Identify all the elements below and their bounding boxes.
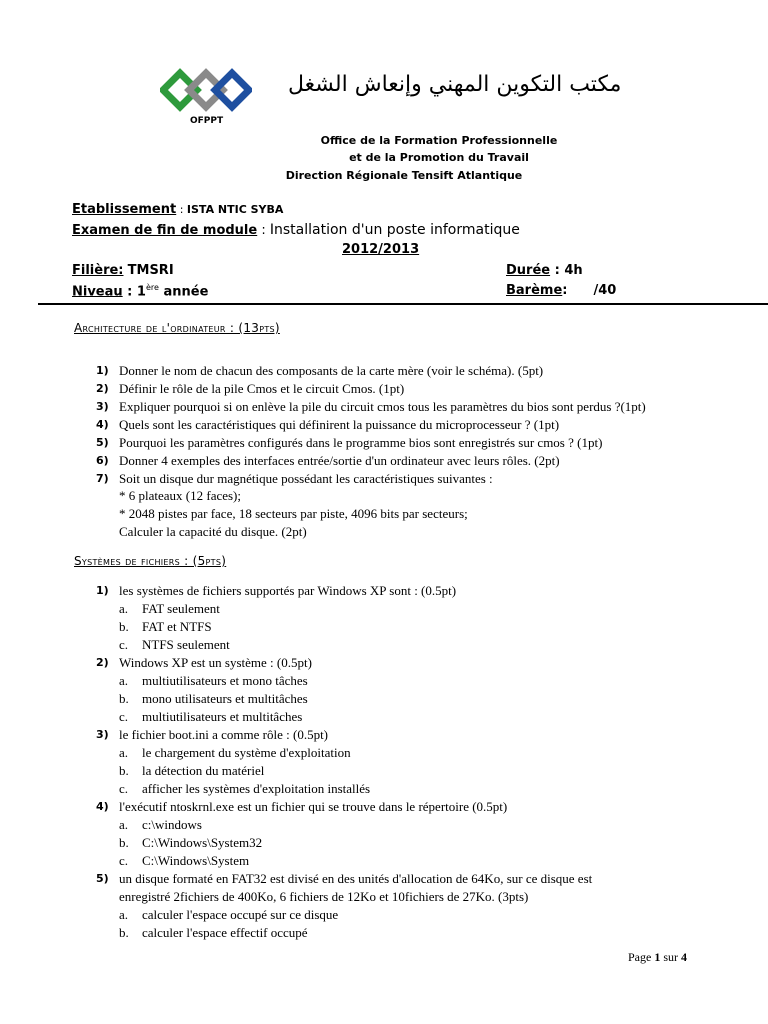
etablissement-row (72, 202, 283, 217)
arch-question-3-text: Expliquer pourquoi si on enlève la pile du circuit cmos tous les paramètres du bios sont perdus ?(1pt) (119, 399, 646, 414)
fs-question-1-text: les systèmes de fichiers supportés par Windows XP sont : (0.5pt) (119, 583, 457, 598)
arch-question-3-number: 3) (96, 400, 109, 413)
fs-question-1-number: 1) (96, 584, 109, 597)
fs-q3-option-text: la détection du matériel (142, 763, 265, 778)
fs-q5-option-letter: a. (119, 907, 129, 922)
module-sep: : (257, 223, 270, 238)
etablissement-label: Etablissement (72, 202, 177, 217)
duree-sep: : (550, 263, 565, 278)
fs-q4-option-letter: c. (119, 853, 129, 868)
niveau-rest: année (158, 284, 209, 300)
section-architecture-title: Architecture de l'ordinateur : (13pts) (74, 321, 280, 335)
org-line-3: Direction Régionale Tensift Atlantique (285, 169, 523, 182)
fs-q4-option-letter: a. (119, 817, 129, 832)
arch-question-7-text: Soit un disque dur magnétique possédant les caractéristiques suivantes : (119, 471, 493, 486)
filiere-label: Filière: (72, 263, 124, 278)
arch-question-5-text: Pourquoi les paramètres configurés dans le programme bios sont enregistrés sur cmos ? (1pt) (119, 435, 603, 450)
arch-question-6-number: 6) (96, 454, 109, 467)
duree-value: 4h (564, 263, 583, 278)
fs-q1-option-text: FAT et NTFS (142, 619, 212, 634)
org-line-2: et de la Promotion du Travail (349, 151, 529, 164)
page-number (628, 950, 687, 965)
fs-question-3-number: 3) (96, 728, 109, 741)
fs-q3-option-letter: b. (119, 763, 129, 778)
page-mid: sur (660, 950, 681, 964)
school-year: 2012/2013 (342, 242, 420, 257)
fs-q5-option-letter: b. (119, 925, 129, 940)
org-line-1: Office de la Formation Professionnelle (320, 134, 558, 147)
fs-q4-option-letter: b. (119, 835, 129, 850)
logo-caption: OFPPT (190, 116, 224, 126)
bareme-row (506, 283, 616, 298)
bareme-sep: : (562, 283, 568, 298)
niveau-sep: : (122, 284, 137, 300)
arch-question-1-text: Donner le nom de chacun des composants de la carte mère (voir le schéma). (5pt) (119, 363, 544, 378)
fs-q4-option-text: C:\Windows\System32 (142, 835, 263, 850)
etablissement-value: ISTA NTIC SYBA (186, 203, 284, 216)
etablissement-sep: : (176, 203, 187, 216)
niveau-label: Niveau (72, 284, 123, 300)
niveau-sup: ère (145, 283, 159, 292)
fs-q3-option-text: afficher les systèmes d'exploitation installés (142, 781, 371, 796)
ofppt-logo-icon (160, 68, 252, 118)
fs-question-5-text: un disque formaté en FAT32 est divisé en des unités d'allocation de 64Ko, sur ce disque est (119, 871, 593, 886)
arch-question-2-text: Définir le rôle de la pile Cmos et le circuit Cmos. (1pt) (119, 381, 405, 396)
bareme-value: /40 (593, 283, 617, 298)
fs-q1-option-letter: c. (119, 637, 129, 652)
module-label: Examen de fin de module (72, 223, 258, 238)
fs-q2-option-letter: b. (119, 691, 129, 706)
arch-q7-line-2-text: * 2048 pistes par face, 18 secteurs par piste, 4096 bits par secteurs; (119, 506, 468, 521)
arch-q7-line-1-text: * 6 plateaux (12 faces); (119, 488, 242, 503)
fs-question-4-number: 4) (96, 800, 109, 813)
fs-q1-option-text: NTFS seulement (142, 637, 230, 652)
arch-question-4-number: 4) (96, 418, 109, 431)
fs-q2-option-text: mono utilisateurs et multitâches (142, 691, 308, 706)
fs-question-3-text: le fichier boot.ini a comme rôle : (0.5pt) (119, 727, 329, 742)
niveau-num: 1 (136, 284, 146, 300)
arabic-title: مكتب التكوين المهني وإنعاش الشغل (288, 72, 622, 97)
filiere-value: TMSRI (127, 263, 174, 278)
duree-label: Durée (506, 263, 551, 278)
arch-question-6-text: Donner 4 exemples des interfaces entrée/sortie d'un ordinateur avec leurs rôles. (2pt) (119, 453, 560, 468)
fs-q2-option-letter: c. (119, 709, 129, 724)
fs-q3-option-letter: c. (119, 781, 129, 796)
arch-question-2-number: 2) (96, 382, 109, 395)
fs-q2-option-letter: a. (119, 673, 129, 688)
filiere-row (72, 263, 174, 278)
bareme-label: Barème (506, 283, 563, 298)
fs-question-2-text: Windows XP est un système : (0.5pt) (119, 655, 312, 670)
fs-q1-option-text: FAT seulement (142, 601, 220, 616)
fs-question-5-number: 5) (96, 872, 109, 885)
fs-question-2-number: 2) (96, 656, 109, 669)
fs-q4-option-text: c:\windows (142, 817, 202, 832)
fs-q2-option-text: multiutilisateurs et mono tâches (142, 673, 308, 688)
page-current: 1 (654, 950, 661, 964)
fs-q1-option-letter: a. (119, 601, 129, 616)
fs-q4-option-text: C:\Windows\System (142, 853, 250, 868)
niveau-row (72, 283, 208, 299)
fs-q5-option-text: calculer l'espace occupé sur ce disque (142, 907, 339, 922)
fs-question-5-cont-text: enregistré 2fichiers de 400Ko, 6 fichiers de 12Ko et 10fichiers de 27Ko. (3pts) (119, 889, 529, 904)
fs-q1-option-letter: b. (119, 619, 129, 634)
module-value: Installation d'un poste informatique (269, 222, 520, 238)
arch-question-1-number: 1) (96, 364, 109, 377)
fs-q5-option-text: calculer l'espace effectif occupé (142, 925, 308, 940)
arch-q7-line-3-text: Calculer la capacité du disque. (2pt) (119, 524, 307, 539)
section-filesystems-title: Systèmes de fichiers : (5pts) (74, 554, 227, 568)
module-row (72, 222, 520, 238)
duree-row (506, 263, 583, 278)
fs-q2-option-text: multiutilisateurs et multitâches (142, 709, 303, 724)
fs-q3-option-text: le chargement du système d'exploitation (142, 745, 351, 760)
fs-q3-option-letter: a. (119, 745, 129, 760)
page-total: 4 (681, 950, 687, 964)
header-divider (38, 303, 768, 305)
arch-question-4-text: Quels sont les caractéristiques qui définirent la puissance du microprocesseur ? (1pt) (119, 417, 560, 432)
arch-question-5-number: 5) (96, 436, 109, 449)
page-prefix: Page (628, 950, 655, 964)
fs-question-4-text: l'exécutif ntoskrnl.exe est un fichier qui se trouve dans le répertoire (0.5pt) (119, 799, 508, 814)
arch-question-7-number: 7) (96, 472, 109, 485)
